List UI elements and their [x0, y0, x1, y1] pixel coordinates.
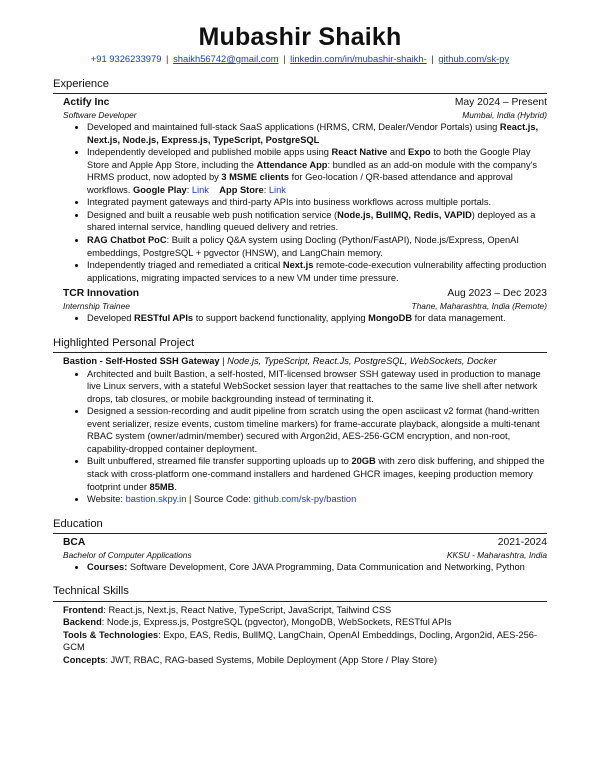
experience-section — [53, 77, 547, 325]
bullet-item — [87, 121, 547, 146]
contact-separator: | — [166, 53, 169, 64]
bullet-keyword: Node.js, BullMQ, Redis, VAPID — [337, 209, 472, 220]
bullet-text: Designed and built a reusable web push notification service ( — [87, 209, 338, 220]
job-location: Thane, Maharashtra, India (Remote) — [411, 301, 547, 312]
job-dates: Aug 2023 – Dec 2023 — [447, 288, 547, 300]
source-code-link[interactable]: github.com/sk-py/bastion — [253, 494, 357, 505]
skill-values: : Node.js, Express.js, PostgreSQL (pgvector), MongoDB, WebSockets, RESTful APIs — [101, 617, 452, 628]
bullet-item — [87, 455, 547, 493]
job-role: Internship Trainee — [63, 301, 130, 312]
project-separator: | — [219, 356, 228, 367]
bullet-item — [87, 209, 547, 234]
job-subheader — [53, 301, 547, 312]
bullet-text: to support backend functionality, applying — [193, 313, 369, 324]
bullet-keyword: 20GB — [351, 456, 376, 467]
skill-row — [63, 654, 547, 667]
bullet-text: and — [387, 147, 408, 158]
google-play-link[interactable]: Link — [191, 184, 209, 195]
section-heading: Highlighted Personal Project — [53, 336, 547, 353]
bullet-text: Website: — [87, 494, 126, 505]
bullet-text: Designed a session-recording and audit pipeline from scratch using the open asciicast v2 format (hand-written event serializer, resize events, custom timeline markers) for frame-accurate playback, alongside a multi-tenant RBAC system (owner/admin/member) secured with Argon2id, AES-256-GCM encryption, and non-root, capability-dropped container deployment. — [87, 406, 540, 454]
bullet-text: remote-code-execution vulnerability affecting production applications, migrating impacted services to a new VM under time pressure. — [87, 260, 547, 283]
skills-section — [53, 584, 547, 666]
skill-row — [63, 629, 547, 654]
skill-label: Concepts — [63, 654, 106, 665]
school-name: BCA — [63, 536, 86, 548]
bullet-keyword: React.js, Next.js, Node.js, Express.js, TypeScript, PostgreSQL — [87, 122, 539, 145]
contact-separator: | — [283, 53, 286, 64]
bullet-text: : — [186, 184, 192, 195]
job-bullets — [53, 121, 547, 284]
contact-line — [53, 53, 547, 66]
github-link[interactable]: github.com/sk-py — [438, 53, 510, 64]
bullet-keyword: App Store — [219, 184, 264, 195]
courses-label: Courses: — [87, 561, 128, 572]
section-heading: Education — [53, 517, 547, 534]
bullet-keyword: Attendance App — [256, 159, 328, 170]
section-heading: Experience — [53, 77, 547, 94]
project-stack: Node.js, TypeScript, React.Js, PostgreSQL, WebSockets, Docker — [227, 356, 497, 367]
bullet-text: to both the Google Play Store and Apple App Store, including the — [87, 147, 531, 170]
bullet-item — [87, 196, 547, 209]
job-role: Software Developer — [63, 109, 137, 120]
skills-list — [53, 604, 547, 667]
resume-page — [53, 22, 547, 666]
skill-label: Tools & Technologies — [63, 629, 159, 640]
courses-text: Software Development, Core JAVA Programming, Data Communication and Networking, Python — [127, 561, 525, 572]
bullet-keyword: Expo — [408, 147, 431, 158]
bullet-item — [87, 405, 547, 455]
skill-values: : Expo, EAS, Redis, BullMQ, LangChain, OpenAI Embeddings, Docling, Argon2id, AES-256-GCM — [63, 629, 538, 653]
education-location: KKSU - Maharashtra, India — [446, 549, 547, 560]
job-header — [53, 287, 547, 301]
project-header — [53, 355, 547, 368]
bullet-text: : — [263, 184, 269, 195]
education-bullets — [53, 561, 547, 574]
job-bullets — [53, 312, 547, 325]
bullet-keyword: 85MB — [149, 481, 175, 492]
bullet-text: . — [174, 481, 177, 492]
education-section — [53, 517, 547, 574]
bullet-text: Independently developed and published mobile apps using — [87, 147, 332, 158]
bullet-text: Developed — [87, 313, 135, 324]
email-link[interactable]: shaikh56742@gmail.com — [173, 53, 279, 64]
bullet-item — [87, 368, 547, 406]
job-dates: May 2024 – Present — [454, 96, 547, 108]
education-subheader — [53, 550, 547, 561]
education-header — [53, 536, 547, 550]
section-heading: Technical Skills — [53, 584, 547, 601]
company-name: TCR Innovation — [63, 288, 140, 300]
bullet-item — [87, 146, 547, 196]
bullet-text: Independently triaged and remediated a critical — [87, 260, 283, 271]
candidate-name: Mubashir Shaikh — [198, 23, 402, 51]
job-location: Mumbai, India (Hybrid) — [462, 109, 547, 120]
bullet-text: Built unbuffered, streamed file transfer supporting uploads up to — [87, 456, 352, 467]
phone-link[interactable]: +91 9326233979 — [90, 53, 162, 64]
education-dates: 2021-2024 — [497, 536, 547, 548]
bullet-item — [87, 493, 547, 506]
bullet-item — [87, 259, 547, 284]
skill-label: Backend — [63, 617, 102, 628]
bullet-keyword: Google Play — [132, 184, 187, 195]
project-bullets — [53, 368, 547, 506]
bullet-keyword: Next.js — [282, 260, 314, 271]
bullet-text: for Geo-location / QR-based attendance and approval workflows. — [87, 172, 513, 195]
bullet-text: Architected and built Bastion, a self-hosted, MIT-licensed browser SSH gateway used in production to manage live Linux servers, with a stateful WebSocket session layer that reattaches to the same live shell after network drops, tab closures, or mobile backgrounding instead of terminating it. — [87, 368, 541, 404]
bullet-keyword: RAG Chatbot PoC — [87, 234, 167, 245]
skill-values: : React.js, Next.js, React Native, TypeScript, JavaScript, Tailwind CSS — [103, 604, 392, 615]
job-header — [53, 96, 547, 110]
bullet-text: Developed and maintained full-stack SaaS applications (HRMS, CRM, Dealer/Vendor Portals) using — [87, 122, 500, 133]
project-name: Bastion - Self-Hosted SSH Gateway — [63, 356, 220, 367]
app-store-link[interactable]: Link — [268, 184, 286, 195]
bullet-keyword: RESTful APIs — [134, 313, 194, 324]
skill-label: Frontend — [63, 604, 104, 615]
bullet-text: with zero disk buffering, and shipped the stack with cross-platform one-command installers and hardened GHCR images, keeping production memory footprint under — [87, 456, 545, 492]
bullet-text: : Built a policy Q&A system using Docling (Python/FastAPI), Node.js/Express, OpenAI embeddings, PostgreSQL + pgvector (HNSW), and LangChain memory. — [87, 234, 519, 258]
bullet-item — [87, 234, 547, 259]
bullet-text: : bundled as an add-on module with the company's HRMS product, now adopted by — [87, 159, 538, 183]
bullet-text: Integrated payment gateways and third-party APIs into business workflows across multiple portals. — [87, 197, 492, 208]
bullet-keyword: React Native — [331, 147, 388, 158]
bullet-keyword: MongoDB — [368, 313, 413, 324]
skill-row — [63, 604, 547, 617]
bullet-text: | Source Code: — [186, 494, 254, 505]
skill-values: : JWT, RBAC, RAG-based Systems, Mobile Deployment (App Store / Play Store) — [105, 654, 438, 665]
job-subheader — [53, 110, 547, 121]
skill-row — [63, 616, 547, 629]
bullet-keyword: 3 MSME clients — [221, 172, 290, 183]
bullet-item — [87, 312, 547, 325]
bullet-item — [87, 561, 547, 574]
contact-separator: | — [431, 53, 434, 64]
degree-name: Bachelor of Computer Applications — [63, 549, 192, 560]
project-section — [53, 336, 547, 506]
bullet-text: ) deployed as a shared internal service, handling queued delivery and retries. — [87, 209, 536, 233]
bullet-text: for data management. — [412, 313, 506, 324]
company-name: Actify Inc — [63, 96, 110, 108]
linkedin-link[interactable]: linkedin.com/in/mubashir-shaikh- — [290, 53, 427, 64]
website-link[interactable]: bastion.skpy.in — [125, 494, 187, 505]
